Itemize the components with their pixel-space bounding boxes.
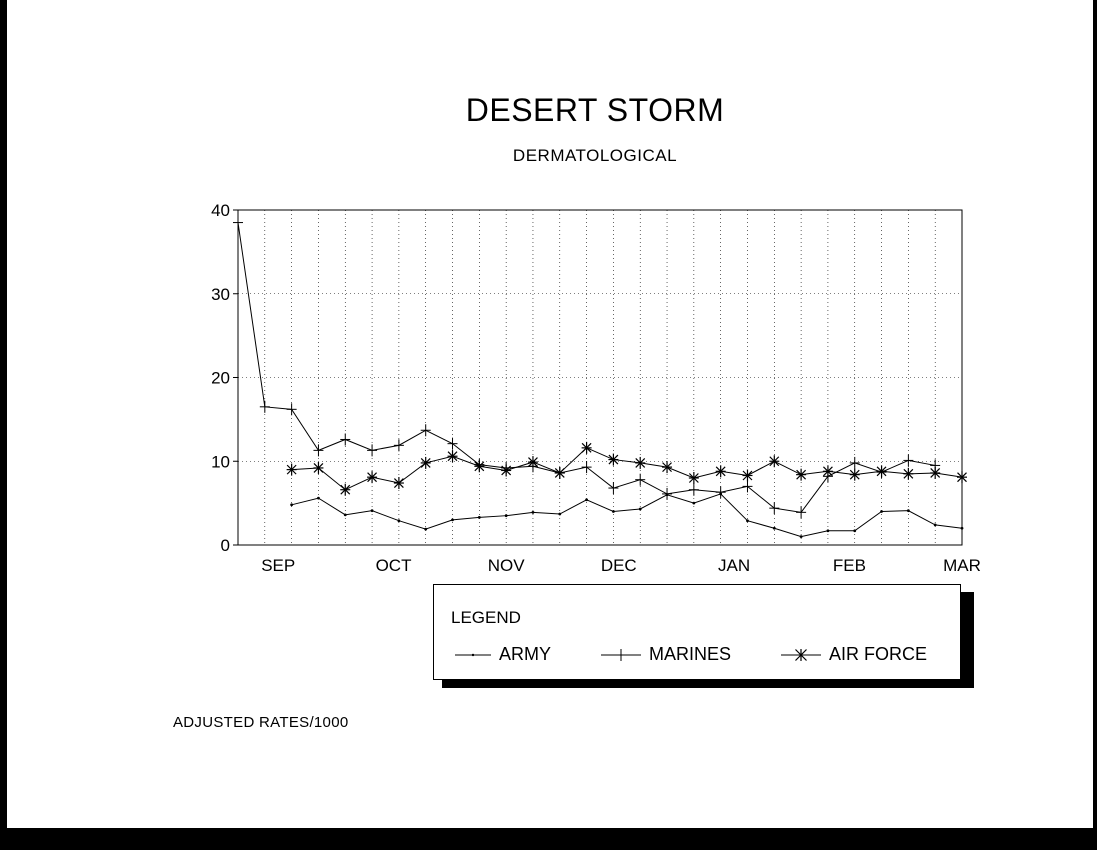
chart-subtitle: DERMATOLOGICAL: [512, 146, 678, 165]
legend-label-army: ARMY: [499, 644, 552, 664]
data-point-army: [532, 511, 535, 514]
data-point-air-force: [716, 465, 726, 477]
data-point-air-force: [555, 467, 565, 479]
data-point-air-force: [796, 469, 806, 481]
x-tick-label: OCT: [375, 556, 412, 575]
data-point-army: [317, 497, 320, 500]
data-point-air-force: [474, 460, 484, 472]
y-tick-label: 10: [211, 452, 230, 472]
legend-label-air-force: AIR FORCE: [829, 644, 928, 664]
data-point-army: [853, 529, 856, 532]
data-point-air-force: [528, 456, 538, 468]
data-point-air-force: [367, 471, 377, 483]
data-point-air-force: [823, 465, 833, 477]
data-point-marines: [233, 217, 243, 229]
data-point-marines: [716, 486, 726, 498]
data-point-air-force: [394, 477, 404, 489]
legend-marker-army: [453, 649, 493, 661]
data-point-army: [961, 527, 964, 530]
data-point-air-force: [930, 467, 940, 479]
data-point-army: [290, 503, 293, 506]
x-tick-label: FEB: [832, 556, 866, 575]
data-point-army: [505, 514, 508, 517]
data-point-army: [451, 518, 454, 521]
data-point-marines: [340, 433, 350, 445]
data-point-marines: [313, 444, 323, 456]
data-point-marines: [662, 488, 672, 500]
data-point-army: [612, 510, 615, 513]
footnote: ADJUSTED RATES/1000: [173, 714, 349, 731]
y-tick-label: 30: [211, 284, 230, 304]
legend-title: LEGEND: [451, 608, 521, 627]
data-point-marines: [608, 482, 618, 494]
data-point-air-force: [903, 468, 913, 480]
data-point-air-force: [742, 469, 752, 481]
data-point-marines: [260, 401, 270, 413]
data-point-army: [371, 509, 374, 512]
y-tick-label: 40: [211, 201, 230, 220]
data-point-air-force: [448, 450, 458, 462]
data-point-army: [907, 509, 910, 512]
data-point-air-force: [421, 457, 431, 469]
data-point-army: [639, 508, 642, 511]
data-point-army: [344, 513, 347, 516]
data-point-army: [424, 528, 427, 531]
data-point-air-force: [957, 471, 967, 483]
data-point-air-force: [635, 457, 645, 469]
legend-label-marines: MARINES: [649, 644, 732, 664]
data-point-air-force: [287, 464, 297, 476]
x-tick-label: JAN: [718, 556, 751, 575]
data-point-air-force: [850, 469, 860, 481]
data-point-air-force: [608, 454, 618, 466]
data-point-marines: [742, 480, 752, 492]
legend-box: [433, 584, 961, 680]
data-point-army: [397, 519, 400, 522]
y-tick-label: 20: [211, 368, 230, 388]
data-point-army: [692, 502, 695, 505]
chart-title: DESERT STORM: [465, 92, 725, 128]
data-point-army: [773, 527, 776, 530]
data-point-army: [827, 529, 830, 532]
data-point-army: [934, 524, 937, 527]
data-point-marines: [769, 502, 779, 514]
series-line-army: [292, 494, 962, 537]
data-point-army: [478, 516, 481, 519]
data-point-air-force: [877, 465, 887, 477]
data-point-marines: [903, 454, 913, 466]
data-point-army: [880, 510, 883, 513]
data-point-air-force: [769, 455, 779, 467]
data-point-marines: [421, 424, 431, 436]
data-point-air-force: [340, 484, 350, 496]
x-tick-label: MAR: [943, 556, 981, 575]
legend-marker-marines: [599, 647, 643, 663]
legend-item-air-force: [779, 644, 927, 665]
data-point-army: [800, 535, 803, 538]
x-tick-label: SEP: [261, 556, 296, 575]
x-tick-label: DEC: [600, 556, 637, 575]
y-tick-label: 0: [220, 536, 230, 555]
data-point-army: [746, 519, 749, 522]
data-point-marines: [287, 403, 297, 415]
data-point-air-force: [501, 464, 511, 476]
data-point-marines: [850, 457, 860, 469]
data-point-marines: [367, 444, 377, 456]
legend-item-marines: [599, 644, 731, 665]
data-point-marines: [448, 438, 458, 450]
data-point-army: [558, 513, 561, 516]
data-point-air-force: [313, 462, 323, 474]
data-point-air-force: [582, 442, 592, 454]
legend-marker-air-force: [779, 647, 823, 663]
data-point-marines: [582, 461, 592, 473]
data-point-air-force: [662, 461, 672, 473]
data-point-air-force: [689, 472, 699, 484]
data-point-marines: [394, 439, 404, 451]
x-tick-label: NOV: [487, 556, 525, 575]
data-point-army: [585, 498, 588, 501]
legend-item-army: [453, 644, 551, 665]
data-point-marines: [635, 474, 645, 486]
data-point-marines: [689, 484, 699, 496]
